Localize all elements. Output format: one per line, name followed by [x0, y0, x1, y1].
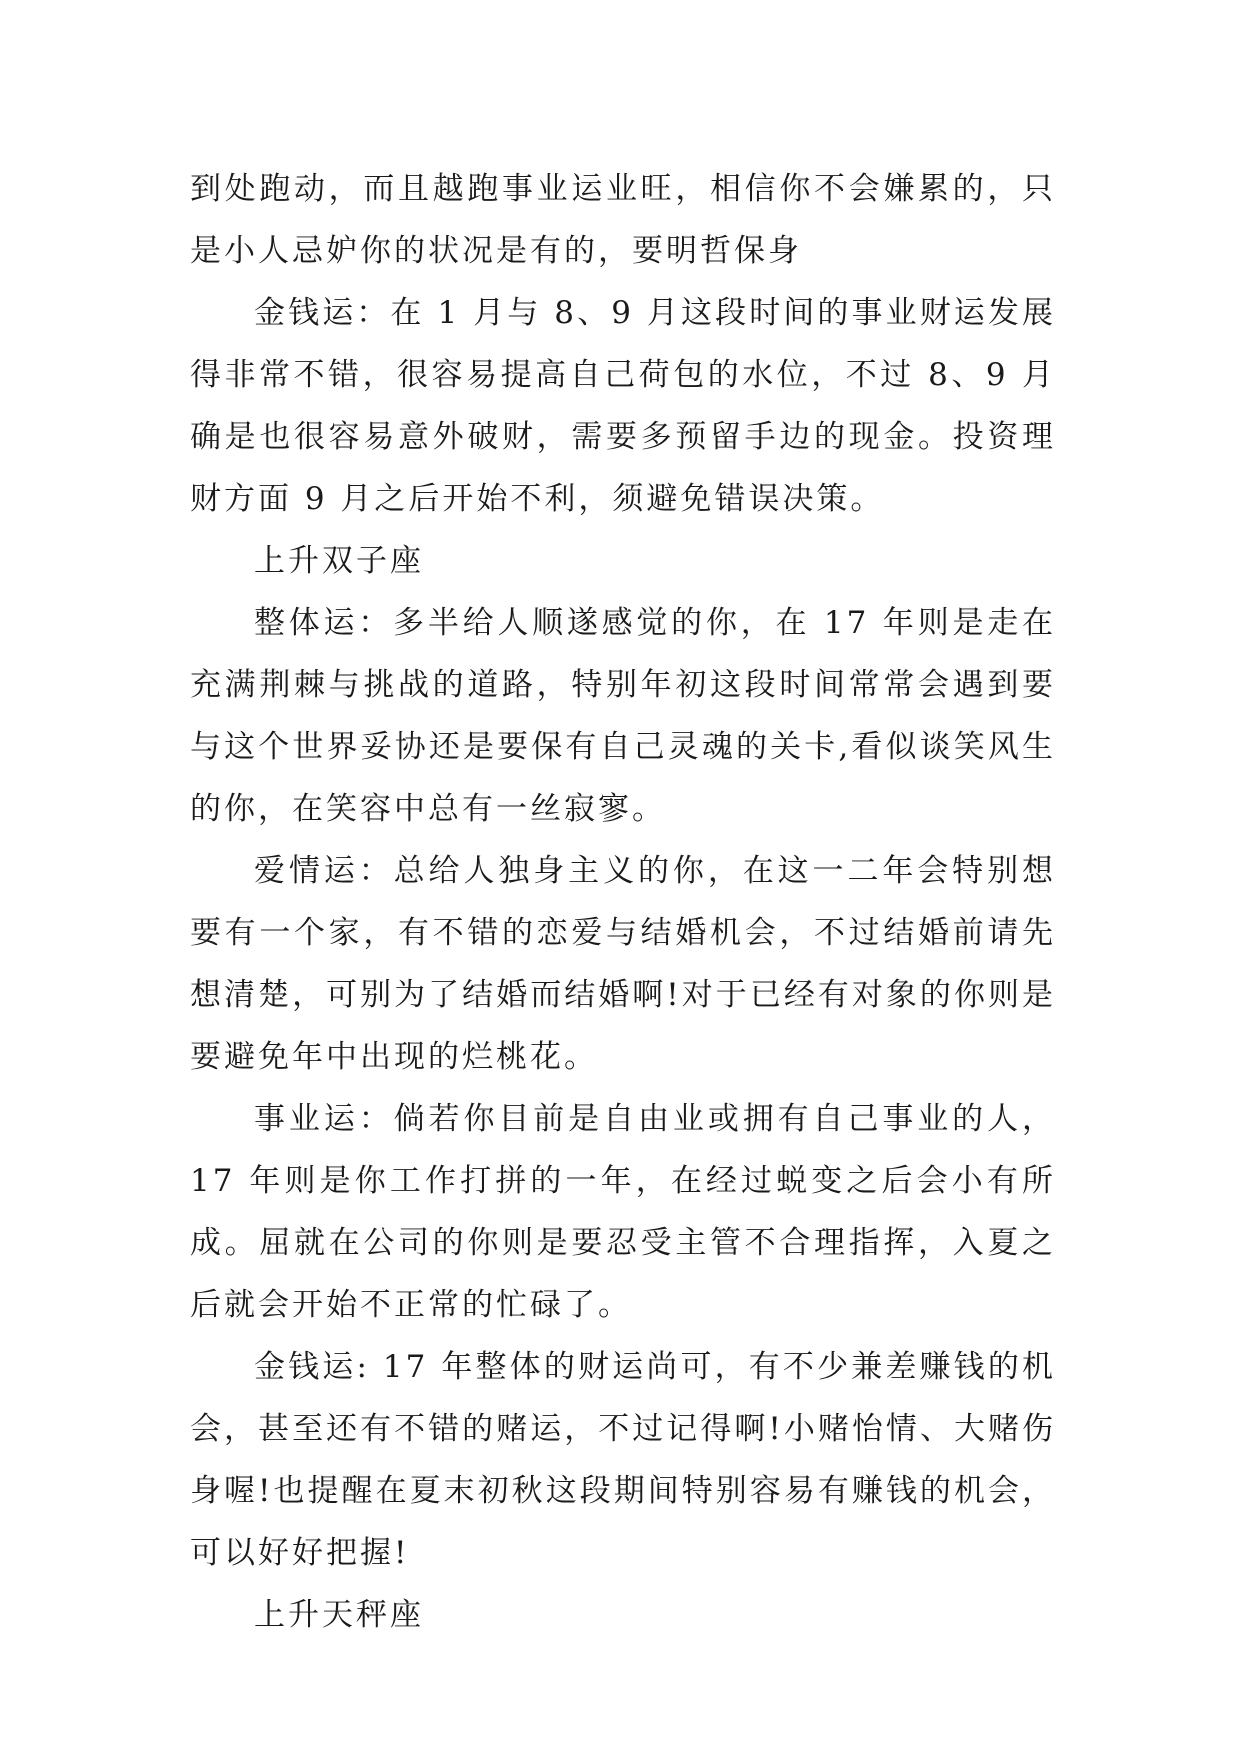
paragraph-love-luck: 爱情运：总给人独身主义的你，在这一二年会特别想要有一个家，有不错的恋爱与结婚机会，不过结婚前请先想清楚，可别为了结婚而结婚啊!对于已经有对象的你则是要避免年中出现的烂桃花。: [190, 853, 1056, 1075]
section-heading-libra: 上升天秤座: [254, 1597, 424, 1633]
paragraph-career-luck: 事业运：倘若你目前是自由业或拥有自己事业的人，17 年则是你工作打拼的一年，在经过蜕变之后会小有所成。屈就在公司的你则是要忍受主管不合理指挥，入夏之后就会开始不正常的忙碌了。: [190, 1101, 1056, 1323]
paragraph-continuation: 到处跑动，而且越跑事业运业旺，相信你不会嫌累的，只是小人忌妒你的状况是有的，要明哲保身: [190, 171, 1056, 269]
paragraph-money-luck-1: 金钱运：在 1 月与 8、9 月这段时间的事业财运发展得非常不错，很容易提高自己荷包的水位，不过 8、9 月确是也很容易意外破财，需要多预留手边的现金。投资理财方面 9 月之后开始不利，须避免错误决策。: [190, 295, 1056, 517]
document-body: [190, 158, 1056, 1646]
paragraph-money-luck-2: 金钱运: 17 年整体的财运尚可，有不少兼差赚钱的机会，甚至还有不错的赌运，不过记得啊!小赌怡情、大赌伤身喔!也提醒在夏末初秋这段期间特别容易有赚钱的机会，可以好好把握!: [190, 1349, 1056, 1571]
paragraph-overall-luck: 整体运：多半给人顺遂感觉的你，在 17 年则是走在充满荆棘与挑战的道路，特别年初这段时间常常会遇到要与这个世界妥协还是要保有自己灵魂的关卡,看似谈笑风生的你，在笑容中总有一丝寂寥。: [190, 605, 1056, 827]
section-heading-gemini: 上升双子座: [254, 543, 424, 579]
